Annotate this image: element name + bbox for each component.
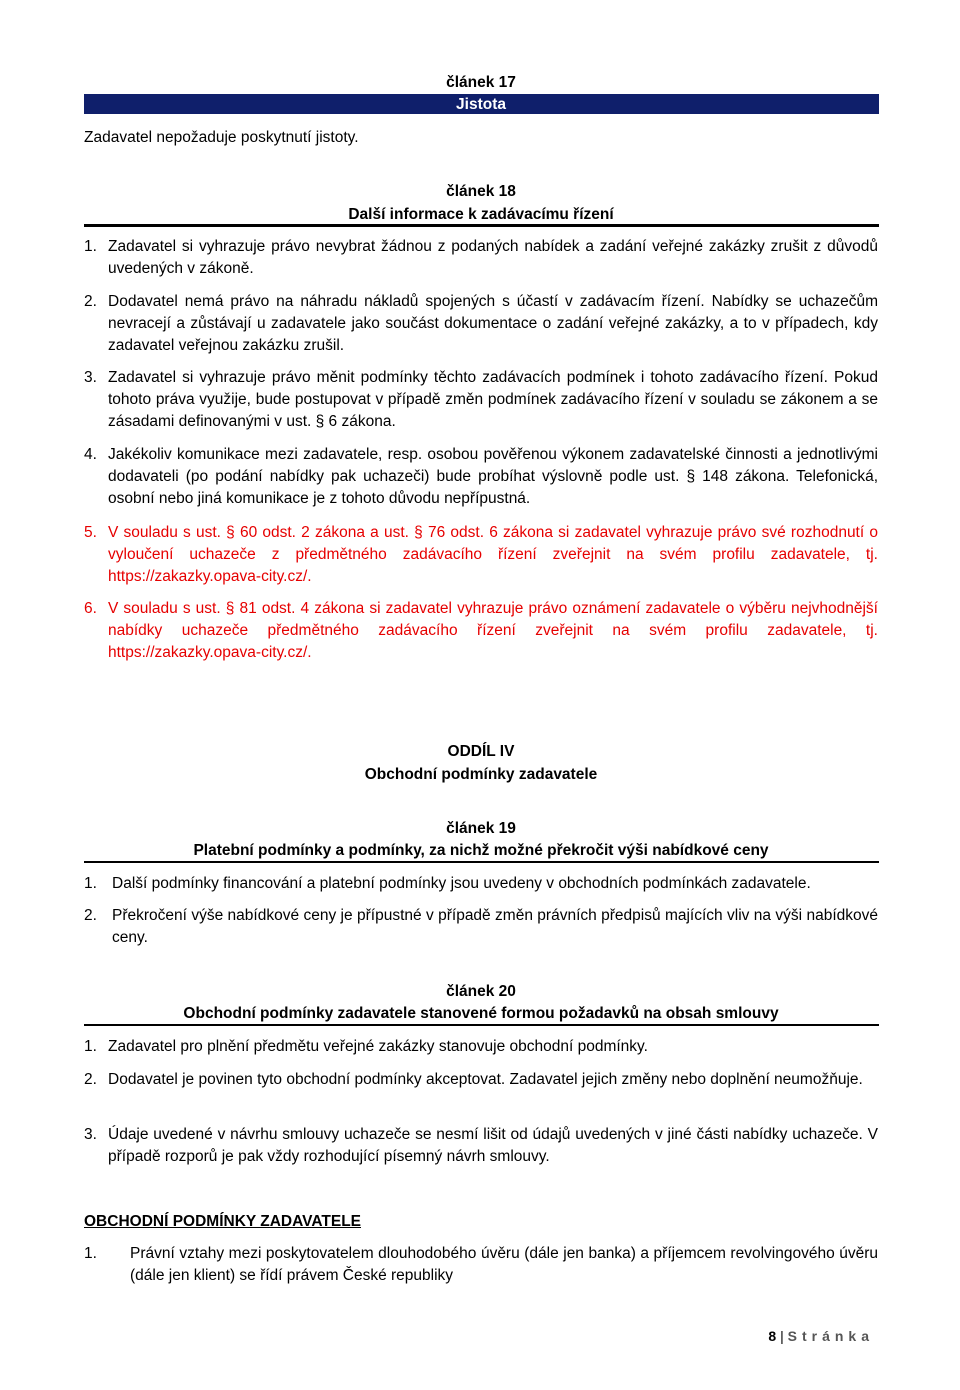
art18-rule	[84, 224, 879, 227]
art18-item-4: 4. Jakékoliv komunikace mezi zadavatele, resp. osobou pověřenou výkonem zadavatelské činnosti a jednotlivými dodavateli (po podání nabídky pak uchazeči) bude probíhat výslovně podle ust. § 148 zákona. Telefonická, osobní nebo jiná komunikace je z tohoto důvodu nepřípustná.	[84, 446, 878, 507]
art20-title: Obchodní podmínky zadavatele stanovené formou požadavků na obsah smlouvy	[183, 1005, 779, 1022]
art19-item-2: 2. Překročení výše nabídkové ceny je přípustné v případě změn právních předpisů majících vliv na výši nabídkové ceny.	[84, 907, 878, 946]
art18-title: Další informace k zadávacímu řízení	[348, 206, 614, 223]
section4-title: ODDÍL IV	[447, 743, 515, 760]
art19-title: Platební podmínky a podmínky, za nichž možné překročit výši nabídkové ceny	[193, 842, 769, 859]
art19-number: článek 19	[446, 820, 516, 837]
art18-item-5: 5. V souladu s ust. § 60 odst. 2 zákona a ust. § 76 odst. 6 zákona si zadavatel vyhrazuje právo své rozhodnutí o vyloučení uchazeče z předmětného zadávacího řízení zveřejnit na svém profilu zadavatele, tj. https://zakazky.opava-city.cz/.	[84, 524, 878, 585]
terms-heading: OBCHODNÍ PODMÍNKY ZADAVATELE	[84, 1213, 361, 1230]
art19-item-1: 1. Další podmínky financování a platební podmínky jsou uvedeny v obchodních podmínkách zadavatele.	[84, 875, 811, 892]
page-footer	[768, 1328, 874, 1344]
section4-subtitle: Obchodní podmínky zadavatele	[364, 766, 598, 783]
art18-item-3: 3. Zadavatel si vyhrazuje právo měnit podmínky těchto zadávacích podmínek i tohoto zadávacího řízení. Pokud tohoto práva využije, bude postupovat v případě změn podmínek zadávacího řízení v souladu se zákonem a se zásadami definovanými v ust. § 6 zákona.	[84, 369, 878, 430]
art20-item-3: 3. Údaje uvedené v návrhu smlouvy uchazeče se nesmí lišit od údajů uvedených v jiné části nabídky uchazeče. V případě rozporů je pak vždy rozhodující písemný návrh smlouvy.	[84, 1126, 878, 1165]
art17-number: článek 17	[446, 74, 516, 91]
art17-title: Jistota	[456, 96, 506, 113]
art20-rule	[84, 1024, 879, 1026]
art19-rule	[84, 861, 879, 863]
footer-separator: |	[780, 1328, 784, 1344]
terms-item-1: 1. Právní vztahy mezi poskytovatelem dlouhodobého úvěru (dále jen banka) a příjemcem revolvingového úvěru (dále jen klient) se řídí právem České republiky	[84, 1245, 878, 1284]
art17-text: Zadavatel nepožaduje poskytnutí jistoty.	[84, 129, 359, 146]
page-number: 8	[768, 1328, 777, 1344]
art20-item-2: 2. Dodavatel je povinen tyto obchodní podmínky akceptovat. Zadavatel jejich změny nebo doplnění neumožňuje.	[84, 1071, 863, 1088]
art18-item-1: 1. Zadavatel si vyhrazuje právo nevybrat žádnou z podaných nabídek a zadání veřejné zakázky zrušit z důvodů uvedených v zákoně.	[84, 238, 878, 277]
art18-item-6: 6. V souladu s ust. § 81 odst. 4 zákona si zadavatel vyhrazuje právo oznámení zadavatele o výběru nejvhodnější nabídky uchazeče předmětného zadávacího řízení zveřejnit na svém profilu zadavatele, tj. https://zakazky.opava-city.cz/.	[84, 600, 878, 661]
art18-number: článek 18	[446, 183, 516, 200]
art18-item-2: 2. Dodavatel nemá právo na náhradu nákladů spojených s účastí v zadávacím řízení. Nabídky se uchazečům nevracejí a zůstávají u zadavatele jako součást dokumentace o zadání veřejné zakázky, a to v případech, kdy zadavatel veřejnou zakázku zrušil.	[84, 293, 878, 354]
art20-item-1: 1. Zadavatel pro plnění předmětu veřejné zakázky stanovuje obchodní podmínky.	[84, 1038, 648, 1055]
footer-label: Stránka	[787, 1328, 874, 1344]
art20-number: článek 20	[446, 983, 516, 1000]
